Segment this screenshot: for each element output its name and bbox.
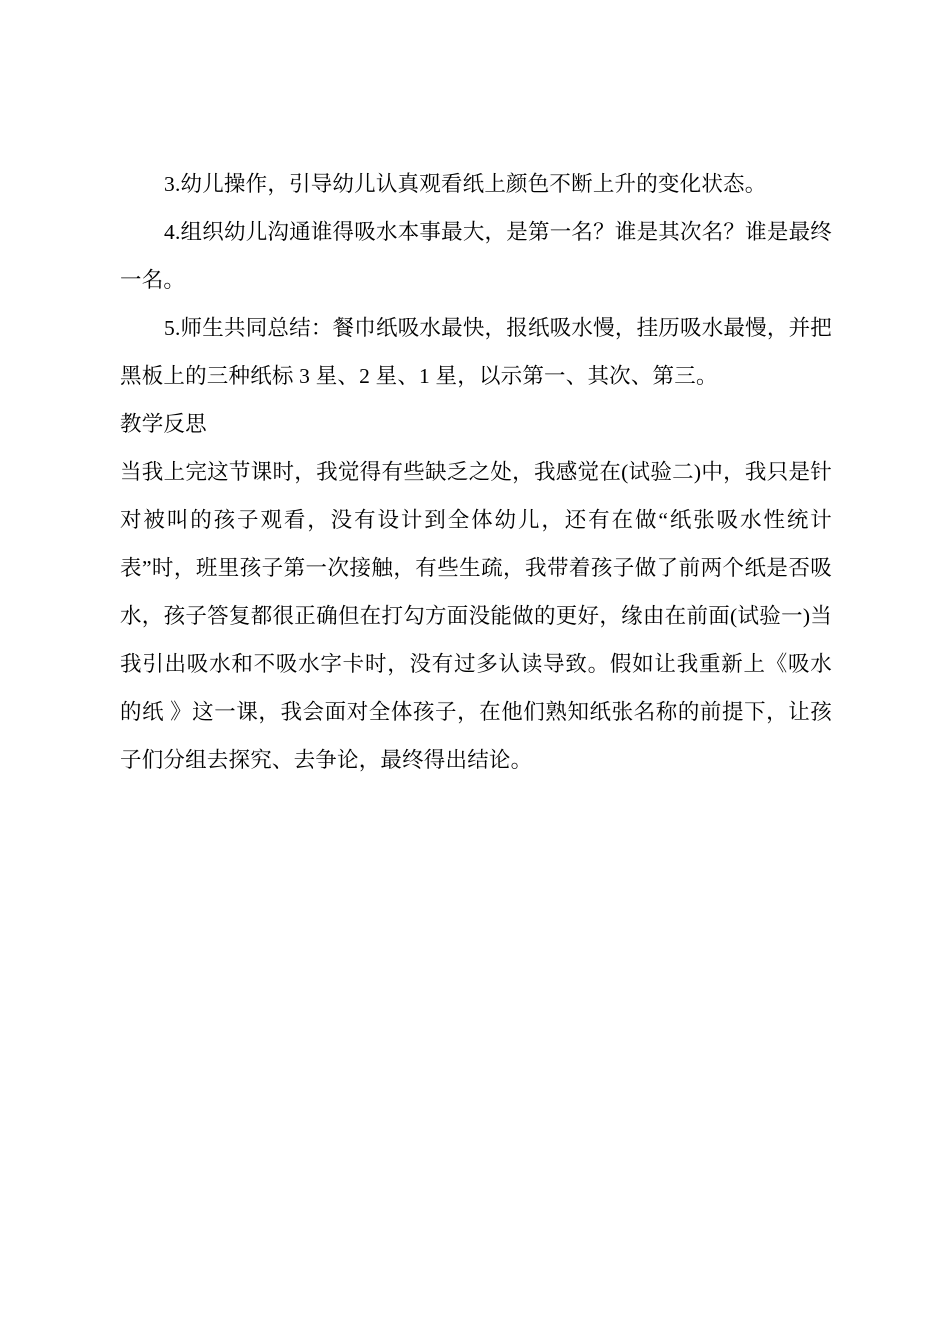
section-heading-teaching-reflection: 教学反思 <box>120 412 207 436</box>
paragraph-reflection-body: 当我上完这节课时，我觉得有些缺乏之处，我感觉在(试验二)中，我只是针对被叫的孩子观看，没有设计到全体幼儿，还有在做“纸张吸水性统计表”时，班里孩子第一次接触，有些生疏，我带着孩子做了前两个纸是否吸水，孩子答复都很正确但在打勾方面没能做的更好，缘由在前面(试验一)当我引出吸水和不吸水字卡时，没有过多认读导致。假如让我重新上《吸水的纸 》这一课，我会面对全体孩子，在他们熟知纸张名称的前提下，让孩子们分组去探究、去争论，最终得出结论。 <box>120 460 832 772</box>
paragraph-item-5: 5.师生共同总结：餐巾纸吸水最快，报纸吸水慢，挂历吸水最慢，并把黑板上的三种纸标 3 星、2 星、1 星，以示第一、其次、第三。 <box>120 316 832 388</box>
paragraph-item-3: 3.幼儿操作，引导幼儿认真观看纸上颜色不断上升的变化状态。 <box>164 172 767 196</box>
document-content <box>120 160 832 784</box>
paragraph-item-4: 4.组织幼儿沟通谁得吸水本事最大，是第一名？谁是其次名？谁是最终一名。 <box>120 220 832 292</box>
